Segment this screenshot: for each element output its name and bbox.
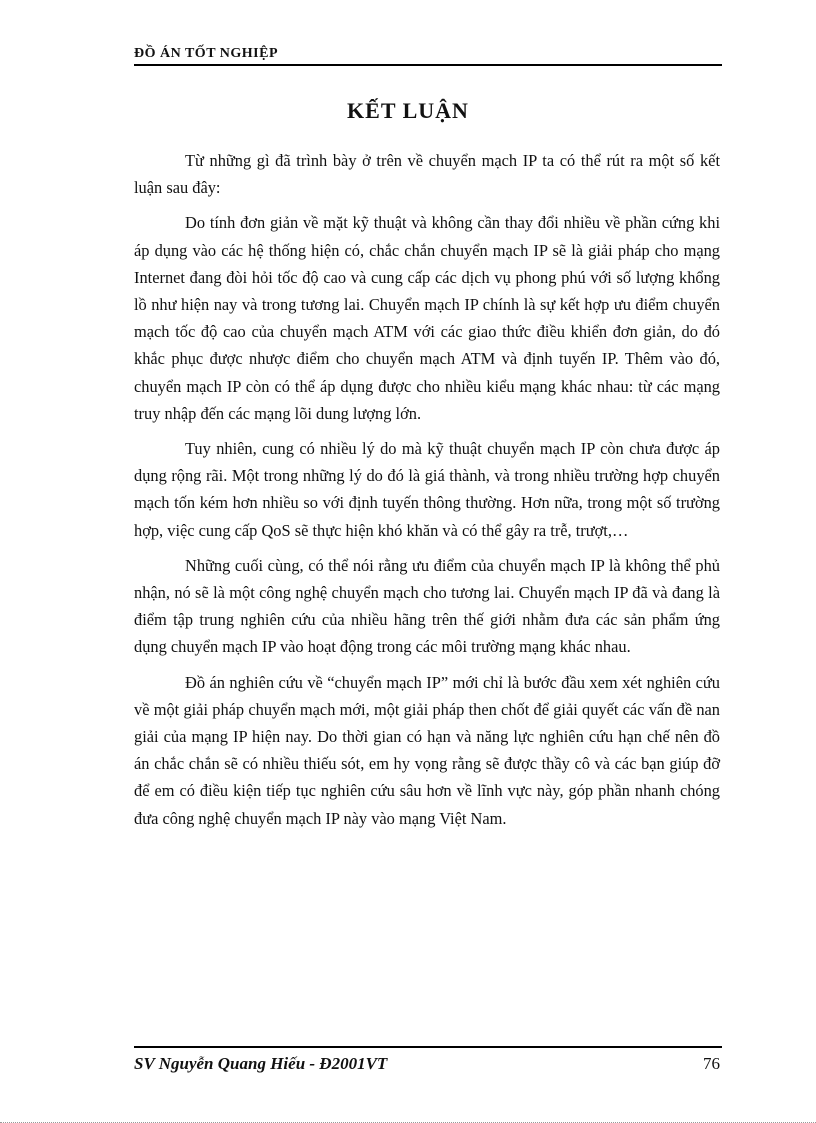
paragraph: Những cuối cùng, có thể nói rằng ưu điểm của chuyển mạch IP là không thể phủ nhận, nó sẽ là một công nghệ chuyển mạch cho tương lai. Chuyển mạch IP đã và đang là điểm tập trung nghiên cứu của nhiều hãng trên thế giới nhằm đưa các sản phẩm ứng dụng chuyển mạch IP vào hoạt động trong các môi trường mạng khác nhau.: [134, 555, 720, 657]
document-body: [134, 147, 720, 840]
page-footer: [134, 1046, 722, 1074]
paragraph: Do tính đơn giản về mặt kỹ thuật và không cần thay đổi nhiều về phần cứng khi áp dụng vào các hệ thống hiện có, chắc chắn chuyển mạch IP sẽ là giải pháp cho mạng Internet đang đòi hỏi tốc độ cao và cung cấp các dịch vụ phong phú với số lượng khổng lồ như hiện nay và trong tương lai. Chuyển mạch IP chính là sự kết hợp ưu điểm chuyển mạch tốc độ cao của chuyển mạch ATM với các giao thức điều khiển đơn giản, do đó khắc phục được nhược điểm cho chuyển mạch ATM và định tuyến IP. Thêm vào đó, chuyển mạch IP còn có thể áp dụng được cho nhiều kiểu mạng khác nhau: từ các mạng truy nhập đến các mạng lõi dung lượng lớn.: [134, 213, 720, 423]
footer-author: SV Nguyễn Quang Hiếu - Đ2001VT: [134, 1054, 388, 1073]
paragraph: Đồ án nghiên cứu về “chuyển mạch IP” mới chỉ là bước đầu xem xét nghiên cứu về một giải pháp chuyển mạch mới, một giải pháp then chốt để giải quyết các vấn đề nan giải của mạng IP hiện nay. Do thời gian có hạn và năng lực nghiên cứu hạn chế nên đồ án chắc chắn sẽ có nhiều thiếu sót, em hy vọng rằng sẽ được thầy cô và các bạn giúp đỡ để em có điều kiện tiếp tục nghiên cứu sâu hơn về lĩnh vực này, góp phần nhanh chóng đưa công nghệ chuyển mạch IP này vào mạng Việt Nam.: [134, 672, 720, 828]
paragraph: Tuy nhiên, cung có nhiều lý do mà kỹ thuật chuyển mạch IP còn chưa được áp dụng rộng rãi. Một trong những lý do đó là giá thành, và trong nhiều trường hợp chuyển mạch tốn kém hơn nhiều so với định tuyến thông thường. Hơn nữa, trong một số trường hợp, việc cung cấp QoS sẽ thực hiện khó khăn và có thể gây ra trễ, trượt,…: [134, 439, 720, 540]
page-number: 76: [703, 1054, 720, 1073]
page-title: KẾT LUẬN: [347, 98, 469, 123]
page-header: [134, 46, 722, 66]
header-title: ĐỒ ÁN TỐT NGHIỆP: [134, 46, 279, 61]
paragraph: Từ những gì đã trình bày ở trên về chuyển mạch IP ta có thể rút ra một số kết luận sau đây:: [134, 151, 720, 198]
